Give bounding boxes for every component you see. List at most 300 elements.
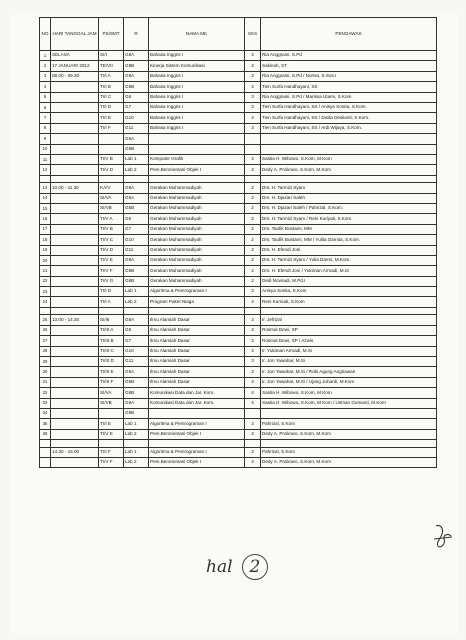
table-row — [40, 183, 437, 193]
cell-ps-smt: TI/I F — [99, 123, 124, 133]
cell-ps-smt: SI/III — [99, 315, 124, 325]
cell-hari-tanggal-jam — [51, 82, 99, 92]
cell-ruang: G11 — [124, 123, 149, 133]
cell-pengawas: Ria Anggraini, S.Pd / Marissa Utami, S.Kom. — [261, 92, 437, 102]
cell-no: 24 — [40, 297, 51, 307]
cell-pengawas: Ir. Jon Yawahar, M.Si / Robi Agung Angriawan — [261, 367, 437, 377]
cell-hari-tanggal-jam — [51, 346, 99, 356]
cell-sks: 3 — [245, 71, 261, 81]
table-row — [40, 356, 437, 366]
cell-ps-smt: TI/I D — [99, 102, 124, 112]
cell-no: 33 — [40, 398, 51, 408]
cell-no: 11 — [40, 154, 51, 164]
cell-no: 29 — [40, 356, 51, 366]
cell-ps-smt: TI/V B — [99, 154, 124, 164]
cell-no: 16 — [40, 214, 51, 224]
table-row — [40, 102, 437, 112]
cell-nama-mk: Ilmu Alamiah Dasar — [149, 325, 245, 335]
cell-nama-mk: Gerakan Muhammadiyah — [149, 255, 245, 265]
cell-no: 1 — [40, 51, 51, 61]
cell-no: 17 — [40, 224, 51, 234]
cell-ruang: G8A — [124, 51, 149, 61]
cell-nama-mk: Algoritma & Pemrograman I — [149, 419, 245, 429]
cell-no: 7 — [40, 113, 51, 123]
table-row — [40, 154, 437, 164]
cell-sks — [245, 307, 261, 315]
cell-pengawas — [261, 134, 437, 144]
cell-nama-mk: Bahasa Inggris I — [149, 102, 245, 112]
cell-nama-mk: Ilmu Alamiah Dasar — [149, 336, 245, 346]
table-row — [40, 61, 437, 71]
cell-nama-mk: Ilmu Alamiah Dasar — [149, 367, 245, 377]
cell-hari-tanggal-jam — [51, 276, 99, 286]
cell-pengawas: Reni Kurniati, S.Kom — [261, 297, 437, 307]
cell-ruang: G6 — [124, 214, 149, 224]
cell-pengawas: Sakinah, ST — [261, 61, 437, 71]
cell-nama-mk — [149, 134, 245, 144]
cell-hari-tanggal-jam — [51, 398, 99, 408]
cell-ruang: G9B — [124, 408, 149, 418]
cell-ps-smt — [99, 134, 124, 144]
cell-ruang: Lab 1 — [124, 287, 149, 297]
cell-no: 12 — [40, 165, 51, 175]
table-row — [40, 377, 437, 387]
cell-sks: 3 — [245, 457, 261, 467]
cell-ruang: G9B — [124, 266, 149, 276]
cell-nama-mk: Kinerja Sistem Komunikasi — [149, 61, 245, 71]
cell-pengawas: Tien Surfa Handhayani, SS / Dwita Deslianti, S.Kom. — [261, 113, 437, 123]
cell-ruang: G8B — [124, 388, 149, 398]
cell-sks: 3 — [245, 154, 261, 164]
cell-nama-mk: Program Paket Niaga — [149, 297, 245, 307]
cell-sks — [245, 408, 261, 418]
cell-no — [40, 440, 51, 448]
cell-no: 23 — [40, 287, 51, 297]
cell-ps-smt: TI/V E — [99, 255, 124, 265]
cell-ruang: G5A — [124, 193, 149, 203]
cell-ruang: G7 — [124, 102, 149, 112]
cell-nama-mk: Bahasa Inggris I — [149, 123, 245, 133]
cell-nama-mk: Bahasa Inggris I — [149, 82, 245, 92]
table-row — [40, 367, 437, 377]
cell-nama-mk: Algoritma & Pemrograman I — [149, 447, 245, 457]
cell-pengawas: Dedy A. Prabowo, S.Kom, M.Kom — [261, 457, 437, 467]
cell-pengawas: Tien Surfa Handhayani, SS — [261, 82, 437, 92]
cell-hari-tanggal-jam — [51, 367, 99, 377]
signature-mark — [432, 522, 454, 552]
cell-no: 4 — [40, 82, 51, 92]
cell-nama-mk: Komunikasi Data dan Jar. Kom. — [149, 388, 245, 398]
cell-no: 30 — [40, 367, 51, 377]
cell-no: 20 — [40, 255, 51, 265]
cell-no: 25 — [40, 315, 51, 325]
cell-hari-tanggal-jam — [51, 214, 99, 224]
cell-sks: 2 — [245, 183, 261, 193]
cell-ps-smt — [99, 144, 124, 154]
cell-sks: 3 — [245, 346, 261, 356]
table-row — [40, 325, 437, 335]
cell-sks: 3 — [245, 287, 261, 297]
cell-hari-tanggal-jam: SELASA — [51, 51, 99, 61]
cell-hari-tanggal-jam — [51, 440, 99, 448]
cell-hari-tanggal-jam — [51, 325, 99, 335]
cell-pengawas — [261, 440, 437, 448]
cell-hari-tanggal-jam — [51, 165, 99, 175]
cell-ruang: Lab 2 — [124, 297, 149, 307]
cell-nama-mk: Ilmu Alamiah Dasar — [149, 377, 245, 387]
exam-schedule-table — [39, 17, 437, 468]
cell-sks: 3 — [245, 336, 261, 346]
cell-nama-mk: Gerakan Muhammadiyah — [149, 266, 245, 276]
cell-pengawas: Drs. Taufik Bustami, MM — [261, 224, 437, 234]
cell-hari-tanggal-jam: 13.00 - 14.30 — [51, 315, 99, 325]
cell-nama-mk: Algoritma & Pemrograman I — [149, 287, 245, 297]
cell-pengawas: Drs. H. Djazari Saleh — [261, 193, 437, 203]
cell-hari-tanggal-jam: 10.00 - 11.30 — [51, 183, 99, 193]
cell-nama-mk: Gerakan Muhammadiyah — [149, 276, 245, 286]
table-row — [40, 92, 437, 102]
cell-nama-mk: Gerakan Muhammadiyah — [149, 245, 245, 255]
cell-nama-mk: Bahasa Inggris I — [149, 113, 245, 123]
cell-ps-smt: TI/III D — [99, 356, 124, 366]
cell-no: 32 — [40, 388, 51, 398]
cell-hari-tanggal-jam — [51, 144, 99, 154]
cell-no: 2 — [40, 61, 51, 71]
cell-sks: 2 — [245, 235, 261, 245]
cell-ruang: G5A — [124, 134, 149, 144]
cell-hari-tanggal-jam — [51, 175, 99, 183]
table-row — [40, 388, 437, 398]
cell-ruang: G5B — [124, 377, 149, 387]
cell-ps-smt: TI/V D — [99, 165, 124, 175]
cell-ps-smt: TI/I E — [99, 419, 124, 429]
cell-hari-tanggal-jam — [51, 255, 99, 265]
cell-sks: 3 — [245, 377, 261, 387]
cell-ruang: G10 — [124, 235, 149, 245]
cell-no: 31 — [40, 377, 51, 387]
header-sks: SKS — [245, 18, 261, 51]
cell-sks: 3 — [245, 165, 261, 175]
cell-hari-tanggal-jam — [51, 336, 99, 346]
cell-pengawas: Dedy A. Prabowo, S.Kom, M.Kom — [261, 165, 437, 175]
cell-hari-tanggal-jam — [51, 457, 99, 467]
cell-pengawas: Tien Surfa Handhayani, SS / Anisya Sonita, S.Kom. — [261, 102, 437, 112]
cell-no: 26 — [40, 325, 51, 335]
handwritten-hal: hal — [206, 557, 233, 577]
cell-nama-mk: Ilmu Alamiah Dasar — [149, 346, 245, 356]
header-row — [40, 18, 437, 51]
cell-ps-smt: TI/I B — [99, 82, 124, 92]
cell-sks: 3 — [245, 325, 261, 335]
cell-pengawas: Sastia H. Wibowo, S.Kom, M.Kom / Usman Gumanti, M.Kom — [261, 398, 437, 408]
cell-hari-tanggal-jam — [51, 203, 99, 213]
cell-hari-tanggal-jam: 14.30 - 16.00 — [51, 447, 99, 457]
cell-nama-mk — [149, 408, 245, 418]
cell-sks: 2 — [245, 266, 261, 276]
cell-nama-mk: Gerakan Muhammadiyah — [149, 235, 245, 245]
cell-no — [40, 457, 51, 467]
cell-no: 15 — [40, 203, 51, 213]
cell-ruang: G11 — [124, 245, 149, 255]
cell-hari-tanggal-jam — [51, 245, 99, 255]
cell-ps-smt: TI/III E — [99, 367, 124, 377]
cell-no: 19 — [40, 245, 51, 255]
cell-ruang: G8B — [124, 61, 149, 71]
cell-ps-smt: TI/V A — [99, 214, 124, 224]
cell-nama-mk — [149, 307, 245, 315]
cell-nama-mk: Gerakan Muhammadiyah — [149, 214, 245, 224]
cell-sks: 3 — [245, 51, 261, 61]
cell-sks: 3 — [245, 429, 261, 439]
cell-nama-mk: Ilmu Alamiah Dasar — [149, 315, 245, 325]
table-row — [40, 71, 437, 81]
table-row — [40, 419, 437, 429]
cell-ps-smt — [99, 175, 124, 183]
cell-hari-tanggal-jam — [51, 377, 99, 387]
cell-sks: 2 — [245, 245, 261, 255]
cell-no: 14 — [40, 193, 51, 203]
cell-ps-smt: TI/I C — [99, 92, 124, 102]
cell-no: 22 — [40, 276, 51, 286]
cell-pengawas — [261, 307, 437, 315]
cell-ps-smt: TI/III B — [99, 336, 124, 346]
cell-nama-mk — [149, 440, 245, 448]
cell-nama-mk: Gerakan Muhammadiyah — [149, 224, 245, 234]
cell-hari-tanggal-jam — [51, 297, 99, 307]
cell-ps-smt: TI/I F — [99, 447, 124, 457]
cell-pengawas: Sastia H. Wibowo, S.Kom, M.Kom — [261, 388, 437, 398]
cell-pengawas: Ir. Jon Yawahar, M.Si / Ujang Juhardi, M.Kom — [261, 377, 437, 387]
cell-sks: 4 — [245, 388, 261, 398]
cell-ruang: Lab 1 — [124, 154, 149, 164]
cell-no: 34 — [40, 408, 51, 418]
cell-sks: 2 — [245, 276, 261, 286]
table-row — [40, 266, 437, 276]
cell-hari-tanggal-jam — [51, 92, 99, 102]
cell-ps-smt: TI/V C — [99, 235, 124, 245]
cell-nama-mk: Pem.Berorientasi Objek I — [149, 457, 245, 467]
cell-nama-mk — [149, 175, 245, 183]
header-pengawas: PENGAWAS — [261, 18, 437, 51]
cell-ruang — [124, 440, 149, 448]
cell-sks: 4 — [245, 398, 261, 408]
table-row — [40, 203, 437, 213]
cell-pengawas: Tien Surfa Handhayani, SS / Ardi Wijaya, S.Kom. — [261, 123, 437, 133]
cell-sks — [245, 134, 261, 144]
table-row — [40, 214, 437, 224]
cell-ruang: G9A — [124, 398, 149, 408]
cell-sks: 2 — [245, 255, 261, 265]
cell-no: 28 — [40, 346, 51, 356]
cell-ps-smt: KA/V — [99, 183, 124, 193]
cell-no: 10 — [40, 144, 51, 154]
cell-ruang: Lab 2 — [124, 457, 149, 467]
cell-hari-tanggal-jam — [51, 356, 99, 366]
cell-nama-mk: Pem.Berorientasi Objek I — [149, 429, 245, 439]
cell-ruang: G10 — [124, 113, 149, 123]
cell-ps-smt: TI/V D — [99, 245, 124, 255]
cell-ruang: G7 — [124, 224, 149, 234]
cell-ruang: G5B — [124, 203, 149, 213]
cell-ruang: G7 — [124, 336, 149, 346]
cell-ps-smt: TE/VII — [99, 61, 124, 71]
cell-ps-smt: TI/V F — [99, 457, 124, 467]
cell-hari-tanggal-jam: 08.00 - 09.30 — [51, 71, 99, 81]
cell-ruang: Lab 2 — [124, 165, 149, 175]
table-row — [40, 336, 437, 346]
cell-ps-smt: SI/VB — [99, 398, 124, 408]
cell-sks: 2 — [245, 203, 261, 213]
cell-ruang: G8A — [124, 183, 149, 193]
table-row — [40, 235, 437, 245]
cell-ruang: G9A — [124, 71, 149, 81]
table-row — [40, 457, 437, 467]
cell-no: 6 — [40, 102, 51, 112]
cell-hari-tanggal-jam — [51, 193, 99, 203]
cell-pengawas — [261, 144, 437, 154]
cell-pengawas — [261, 175, 437, 183]
cell-nama-mk: Gerakan Muhammadiyah — [149, 203, 245, 213]
cell-ps-smt: TI/III A — [99, 325, 124, 335]
table-row — [40, 165, 437, 175]
cell-hari-tanggal-jam — [51, 102, 99, 112]
cell-ps-smt — [99, 408, 124, 418]
cell-no: 21 — [40, 266, 51, 276]
cell-sks: 2 — [245, 193, 261, 203]
cell-ps-smt: SI/I — [99, 51, 124, 61]
cell-ruang — [124, 307, 149, 315]
cell-ps-smt — [99, 440, 124, 448]
cell-sks: 3 — [245, 123, 261, 133]
table-row — [40, 297, 437, 307]
cell-ruang: G9A — [124, 255, 149, 265]
spacer-row — [40, 440, 437, 448]
cell-nama-mk: Gerakan Muhammadiyah — [149, 193, 245, 203]
table-row — [40, 398, 437, 408]
cell-ruang: Lab 2 — [124, 429, 149, 439]
cell-ruang: G9B — [124, 82, 149, 92]
table-row — [40, 315, 437, 325]
cell-ps-smt — [99, 307, 124, 315]
cell-ruang: G10 — [124, 346, 149, 356]
cell-ps-smt: TI/V G — [99, 276, 124, 286]
header-ps-smt: PS/SMT — [99, 18, 124, 51]
cell-no: 8 — [40, 123, 51, 133]
cell-ruang: G8A — [124, 315, 149, 325]
cell-pengawas: Drs. H. Tarmizi Syam — [261, 183, 437, 193]
cell-sks: 3 — [245, 419, 261, 429]
cell-sks: 3 — [245, 82, 261, 92]
cell-hari-tanggal-jam — [51, 266, 99, 276]
cell-nama-mk: Bahasa Inggris I — [149, 51, 245, 61]
cell-pengawas: Pahrizal, S.Kom — [261, 447, 437, 457]
cell-hari-tanggal-jam — [51, 429, 99, 439]
cell-sks — [245, 440, 261, 448]
cell-no: 27 — [40, 336, 51, 346]
cell-sks — [245, 175, 261, 183]
cell-sks: 3 — [245, 92, 261, 102]
cell-pengawas: Drs. H. Efendi Joni / Yukiman Armadi, M.Si — [261, 266, 437, 276]
cell-sks: 3 — [245, 297, 261, 307]
table-row — [40, 255, 437, 265]
cell-ps-smt: TI/III F — [99, 377, 124, 387]
cell-hari-tanggal-jam — [51, 154, 99, 164]
cell-ruang: G5B — [124, 144, 149, 154]
cell-pengawas: Anisya Sonita, S.Kom — [261, 287, 437, 297]
cell-nama-mk: Bahasa Inggris I — [149, 71, 245, 81]
cell-ps-smt: TI/I A — [99, 297, 124, 307]
table-row — [40, 144, 437, 154]
cell-pengawas: Drs. H. Tarmizi Syam / Yulia Darmi, M.Kom. — [261, 255, 437, 265]
cell-hari-tanggal-jam — [51, 235, 99, 245]
cell-no — [40, 307, 51, 315]
cell-nama-mk — [149, 144, 245, 154]
cell-ps-smt: SI/VA — [99, 193, 124, 203]
cell-ruang: G6 — [124, 325, 149, 335]
table-row — [40, 276, 437, 286]
handwritten-page-number: 2 — [242, 554, 268, 580]
table-row — [40, 123, 437, 133]
cell-hari-tanggal-jam — [51, 224, 99, 234]
cell-hari-tanggal-jam — [51, 388, 99, 398]
cell-sks: 3 — [245, 315, 261, 325]
header-hari-tanggal-jam: HARI TANGGAL JAM — [51, 18, 99, 51]
cell-sks: 3 — [245, 113, 261, 123]
header-nama-mk: NAMA MK — [149, 18, 245, 51]
cell-nama-mk: Ilmu Alamiah Dasar — [149, 356, 245, 366]
handwritten-page-note — [206, 554, 268, 580]
table-row — [40, 287, 437, 297]
cell-hari-tanggal-jam — [51, 408, 99, 418]
cell-hari-tanggal-jam — [51, 419, 99, 429]
cell-sks: 3 — [245, 356, 261, 366]
cell-pengawas: Drs. Taufik Bustami, MM / Yulita Damita, S.Kom. — [261, 235, 437, 245]
table-row — [40, 408, 437, 418]
cell-ruang: Lab 1 — [124, 447, 149, 457]
cell-sks: 2 — [245, 224, 261, 234]
cell-pengawas: Ir. Jon Yawahar, M.Si — [261, 356, 437, 366]
cell-ps-smt: TI/I D — [99, 287, 124, 297]
table-row — [40, 193, 437, 203]
table-row — [40, 429, 437, 439]
table-row — [40, 245, 437, 255]
cell-ps-smt: TI/I A — [99, 71, 124, 81]
cell-pengawas: Rosmal Dewi, SP / Azwis — [261, 336, 437, 346]
cell-nama-mk: Gerakan Muhammadiyah — [149, 183, 245, 193]
table-row — [40, 447, 437, 457]
spacer-row — [40, 175, 437, 183]
cell-no: 9 — [40, 134, 51, 144]
cell-pengawas: Ir. Yukiman Armadi, M.Si — [261, 346, 437, 356]
cell-ruang: G8B — [124, 276, 149, 286]
cell-ps-smt: TI/III C — [99, 346, 124, 356]
table-row — [40, 346, 437, 356]
cell-pengawas: Dedy A. Prabowo, S.Kom, M.Kom — [261, 429, 437, 439]
cell-pengawas: Ir. Jefrizal — [261, 315, 437, 325]
cell-sks: 3 — [245, 102, 261, 112]
table-row — [40, 113, 437, 123]
cell-ruang — [124, 175, 149, 183]
cell-pengawas: Ria Anggraini, S.Pd / Nurisa, S.Sos.I — [261, 71, 437, 81]
table-row — [40, 51, 437, 61]
cell-hari-tanggal-jam — [51, 134, 99, 144]
cell-pengawas: Drs. H. Efendi Joni — [261, 245, 437, 255]
cell-hari-tanggal-jam — [51, 113, 99, 123]
spacer-row — [40, 307, 437, 315]
cell-sks: 2 — [245, 214, 261, 224]
cell-ruang: G5A — [124, 367, 149, 377]
header-ruang: R — [124, 18, 149, 51]
